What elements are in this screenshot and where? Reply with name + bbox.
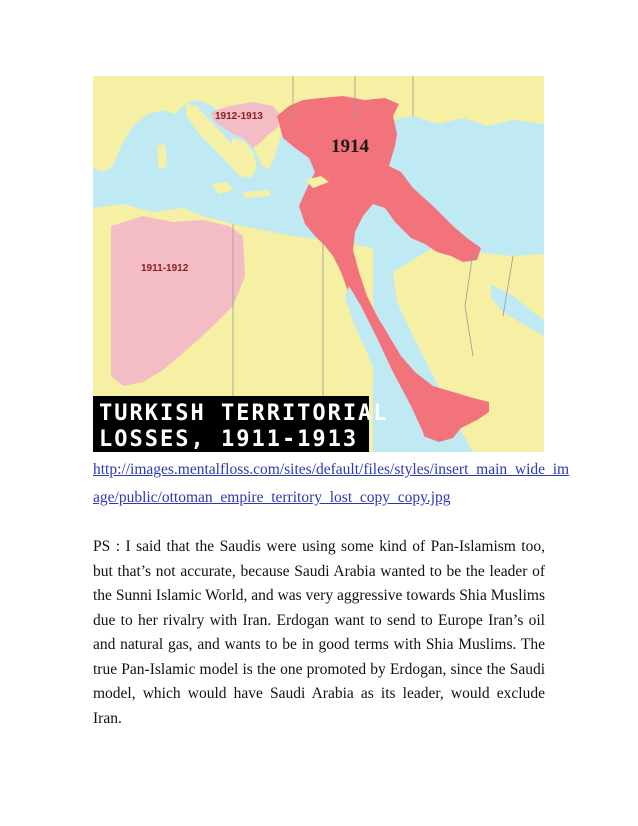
- ps-paragraph: PS : I said that the Saudis were using some kind of Pan-Islamism too, but that’s not accurate, because Saudi Arabia wanted to be the leader of the Sunni Islamic World, and was very aggressive towards Shia Muslims due to her rivalry with Iran. Erdogan want to send to Europe Iran’s oil and natural gas, and wants to be in good terms with Shia Muslims. The true Pan-Islamic model is the one promoted by Erdogan, since the Saudi model, which would have Saudi Arabia as its leader, would exclude Iran.: [93, 538, 545, 727]
- ottoman-territory-map: [93, 76, 544, 452]
- label-1914: 1914: [331, 136, 369, 157]
- label-1912-1913: 1912-1913: [215, 111, 263, 122]
- banner-line-1: TURKISH TERRITORIAL: [99, 401, 389, 426]
- source-link-line-1[interactable]: http://images.mentalfloss.com/sites/default/files/styles/insert_main_wide_im: [93, 461, 570, 478]
- source-link-line-2[interactable]: age/public/ottoman_empire_territory_lost_copy_copy.jpg: [93, 489, 451, 506]
- map-svg: [93, 76, 544, 452]
- banner-line-2: LOSSES, 1911-1913: [99, 427, 359, 452]
- label-1911-1912: 1911-1912: [141, 263, 189, 274]
